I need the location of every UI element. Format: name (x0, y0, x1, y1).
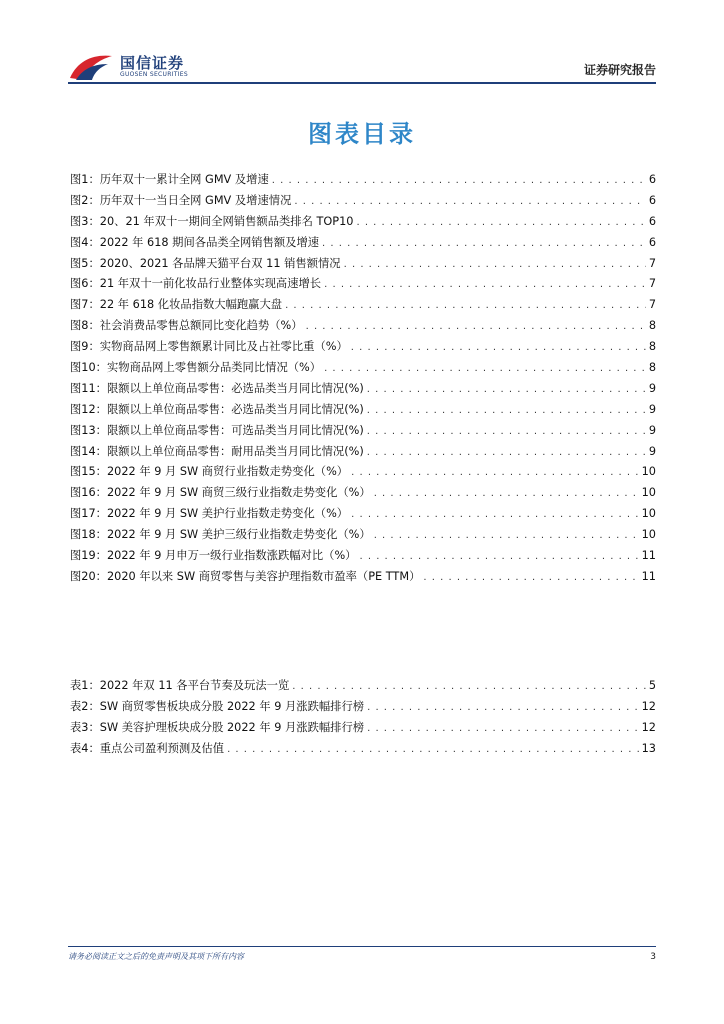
toc-entry-title: 历年双十一累计全网 GMV 及增速 (99, 173, 269, 186)
toc-entry-title: 2022 年 618 期间各品类全网销售额及增速 (99, 235, 320, 249)
toc-leader-dots (324, 275, 646, 296)
figure-toc-entry[interactable] (70, 421, 656, 442)
toc-entry-title: 限额以上单位商品零售：必选品类当月同比情况(%) (106, 402, 364, 416)
toc-leader-dots (367, 443, 646, 464)
figure-toc-entry[interactable] (70, 254, 656, 275)
table-toc-entry[interactable] (70, 739, 656, 760)
toc-entry-page: 10 (641, 486, 656, 500)
toc-leader-dots (306, 317, 646, 338)
toc-entry-title: 2022 年 9 月 SW 商贸三级行业指数走势变化（%） (106, 486, 371, 500)
toc-entry-page: 9 (648, 444, 656, 458)
toc-entry-label: 表4： (70, 741, 100, 755)
toc-entry-label: 表1： (70, 679, 100, 692)
toc-entry-page: 7 (648, 298, 656, 312)
toc-leader-dots (227, 740, 639, 761)
toc-leader-dots (294, 192, 645, 213)
toc-entry-label: 图18： (70, 528, 107, 542)
toc-entry-label: 图4： (70, 235, 100, 249)
toc-entry-title: SW 美容护理板块成分股 2022 年 9 月涨跌幅排行榜 (99, 720, 365, 734)
toc-entry-title: 2022 年 9 月 SW 商贸行业指数走势变化（%） (106, 465, 349, 479)
toc-entry-page: 10 (641, 528, 656, 542)
toc-entry-page: 7 (648, 277, 656, 291)
toc-entry-label: 图15： (70, 465, 107, 479)
toc-entry-page: 5 (648, 679, 656, 692)
toc-leader-dots (367, 698, 639, 719)
toc-entry-page: 9 (648, 381, 656, 395)
figure-toc-entry[interactable] (70, 274, 656, 295)
toc-entry-page: 9 (648, 402, 656, 416)
toc-leader-dots (351, 338, 646, 359)
toc-leader-dots (367, 401, 646, 422)
toc-entry-title: 2022 年双 11 各平台节奏及玩法一览 (99, 679, 290, 692)
figure-toc-entry[interactable] (70, 525, 656, 546)
figure-toc-entry[interactable] (70, 483, 656, 504)
toc-entry-label: 表2： (70, 699, 100, 713)
toc-entry-page: 10 (641, 465, 656, 479)
figure-toc-entry[interactable] (70, 442, 656, 463)
figure-toc-entry[interactable] (70, 295, 656, 316)
toc-entry-page: 7 (648, 256, 656, 270)
page-number: 3 (650, 952, 656, 962)
toc-leader-dots (324, 359, 646, 380)
toc-entry-label: 图1： (70, 173, 100, 186)
toc-entry-page: 8 (648, 319, 656, 333)
toc-entry-label: 图5： (70, 256, 100, 270)
page-title: 图表目录 (308, 120, 416, 148)
footer-divider (68, 946, 656, 947)
toc-leader-dots (367, 380, 646, 401)
toc-leader-dots (351, 505, 639, 526)
toc-entry-title: 2020 年以来 SW 商贸零售与美容护理指数市盈率（PE TTM） (106, 569, 421, 583)
toc-entry-title: 2022 年 9 月申万一级行业指数涨跌幅对比（%） (106, 549, 357, 563)
toc-entry-label: 图3： (70, 214, 100, 228)
header-divider (68, 82, 656, 84)
toc-entry-label: 图13： (70, 423, 107, 437)
toc-leader-dots (374, 526, 639, 547)
toc-entry-title: 20、21 年双十一期间全网销售额品类排名 TOP10 (99, 214, 354, 228)
toc-entry-page: 8 (648, 361, 656, 375)
figure-toc-entry[interactable] (70, 400, 656, 421)
toc-leader-dots (322, 234, 646, 255)
figure-list (70, 170, 656, 588)
toc-leader-dots (423, 568, 638, 589)
figure-toc-entry[interactable] (70, 170, 656, 191)
toc-entry-label: 图11： (70, 381, 107, 395)
toc-leader-dots (272, 171, 646, 192)
toc-entry-title: 2022 年 9 月 SW 美护行业指数走势变化（%） (106, 507, 349, 521)
logo-text-cn: 国信证券 (120, 54, 185, 72)
toc-entry-page: 11 (641, 569, 656, 583)
figure-toc-entry[interactable] (70, 504, 656, 525)
toc-leader-dots (344, 255, 646, 276)
toc-entry-title: 限额以上单位商品零售：可选品类当月同比情况(%) (106, 423, 364, 437)
toc-entry-label: 图20： (70, 569, 107, 583)
toc-entry-title: 2022 年 9 月 SW 美护三级行业指数走势变化（%） (106, 528, 371, 542)
table-toc-entry[interactable] (70, 676, 656, 697)
company-logo (68, 50, 208, 84)
table-list (70, 676, 656, 760)
figure-toc-entry[interactable] (70, 316, 656, 337)
toc-leader-dots (359, 547, 638, 568)
toc-entry-title: 历年双十一当日全网 GMV 及增速情况 (99, 193, 292, 207)
toc-entry-page: 6 (648, 214, 656, 228)
page-header (0, 0, 724, 90)
toc-entry-page: 10 (641, 507, 656, 521)
toc-entry-title: 实物商品网上零售额分品类同比情况（%） (106, 361, 322, 375)
toc-entry-label: 图17： (70, 507, 107, 521)
figure-toc-entry[interactable] (70, 358, 656, 379)
toc-entry-title: 21 年双十一前化妆品行业整体实现高速增长 (99, 277, 322, 291)
toc-entry-title: 限额以上单位商品零售：耐用品类当月同比情况(%) (106, 444, 364, 458)
footer-disclaimer: 请务必阅读正文之后的免责声明及其项下所有内容 (68, 952, 244, 961)
toc-entry-title: 重点公司盈利预测及估值 (99, 741, 225, 755)
toc-entry-page: 6 (648, 235, 656, 249)
toc-entry-label: 图16： (70, 486, 107, 500)
toc-entry-label: 图12： (70, 402, 107, 416)
toc-entry-label: 图8： (70, 319, 100, 333)
toc-entry-page: 11 (641, 549, 656, 563)
toc-leader-dots (374, 484, 639, 505)
toc-entry-title: 22 年 618 化妆品指数大幅跑赢大盘 (99, 298, 283, 312)
toc-leader-dots (351, 463, 639, 484)
toc-entry-label: 图10： (70, 361, 107, 375)
figure-toc-entry[interactable] (70, 191, 656, 212)
toc-leader-dots (367, 422, 646, 443)
toc-entry-page: 9 (648, 423, 656, 437)
toc-entry-page: 6 (648, 173, 656, 186)
figure-toc-entry[interactable] (70, 546, 656, 567)
figure-toc-entry[interactable] (70, 567, 656, 588)
toc-entry-page: 8 (648, 340, 656, 354)
figure-toc-entry[interactable] (70, 212, 656, 233)
toc-leader-dots (285, 296, 646, 317)
toc-entry-label: 图19： (70, 549, 107, 563)
toc-entry-title: 限额以上单位商品零售：必选品类当月同比情况(%) (106, 381, 364, 395)
logo-mark-icon (68, 52, 114, 82)
report-type-label: 证券研究报告 (583, 63, 656, 77)
toc-entry-page: 12 (641, 699, 656, 713)
toc-entry-title: 社会消费品零售总额同比变化趋势（%） (99, 319, 303, 333)
toc-leader-dots (356, 213, 645, 234)
table-toc-entry[interactable] (70, 718, 656, 739)
toc-entry-label: 表3： (70, 720, 100, 734)
toc-entry-title: 2020、2021 各品牌天猫平台双 11 销售额情况 (99, 256, 341, 270)
toc-entry-page: 13 (641, 741, 656, 755)
toc-leader-dots (292, 677, 646, 698)
toc-entry-label: 图9： (70, 340, 100, 354)
toc-entry-title: SW 商贸零售板块成分股 2022 年 9 月涨跌幅排行榜 (99, 699, 365, 713)
toc-entry-label: 图6： (70, 277, 100, 291)
toc-entry-label: 图7： (70, 298, 100, 312)
logo-text-en: GUOSEN SECURITIES (120, 71, 189, 78)
toc-entry-title: 实物商品网上零售额累计同比及占社零比重（%） (99, 340, 348, 354)
figure-toc-entry[interactable] (70, 462, 656, 483)
figure-toc-entry[interactable] (70, 233, 656, 254)
table-toc-entry[interactable] (70, 697, 656, 718)
toc-entry-page: 12 (641, 720, 656, 734)
figure-toc-entry[interactable] (70, 379, 656, 400)
toc-entry-page: 6 (648, 193, 656, 207)
toc-leader-dots (367, 719, 639, 740)
toc-entry-label: 图2： (70, 193, 100, 207)
figure-toc-entry[interactable] (70, 337, 656, 358)
toc-entry-label: 图14： (70, 444, 107, 458)
